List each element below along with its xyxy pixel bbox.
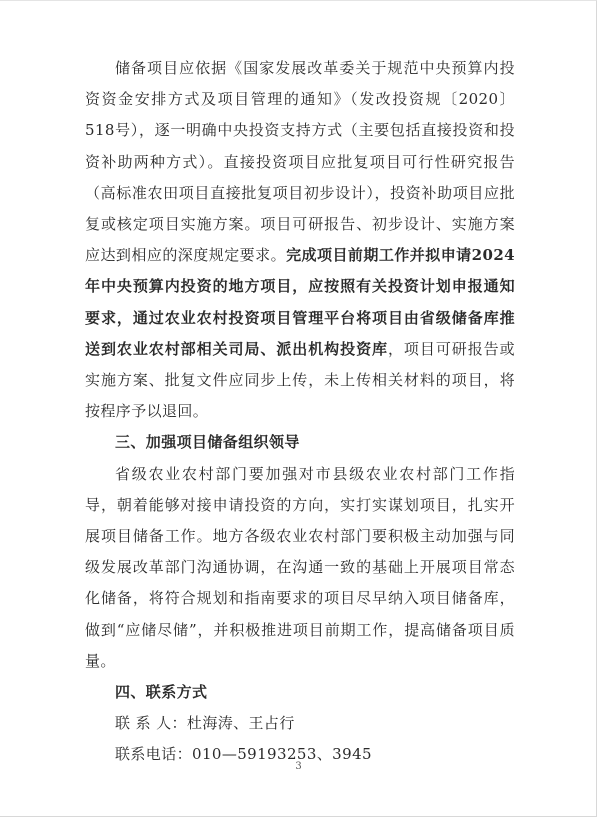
contact-person-line: 联 系 人：杜海涛、王占行 [115, 714, 295, 733]
paragraph-bold-text: 完成项目前期工作并拟申请2024年中央预算内投资的地方项目，应按照有关投资计划申报通知要求，通过农业农村投资项目管理平台将项目由省级储备库推送到农业农村部相关司局、派出机构投资库 [85, 246, 515, 358]
section-4-heading: 四、联系方式 [115, 683, 208, 702]
paragraph-tail-text: ，项目可研报告或实施方案、批复文件应同步上传，未上传相关材料的项目，将按程序予以退回。 [85, 339, 516, 421]
page-number: 3 [295, 761, 302, 772]
contact-phone-line: 联系电话：010—59193253、3945 [115, 745, 372, 764]
paragraph-normal-text: 储备项目应依据《国家发展改革委关于规范中央预算内投资资金安排方式及项目管理的通知》（发改投资规〔2020〕518号），逐一明确中央投资支持方式（主要包括直接投资和投资补助两种方式）。直接投资项目应批复项目可行性研究报告（高标准农田项目直接批复项目初步设计），投资补助项目应批复或核定项目实施方案。项目可研报告、初步设计、实施方案应达到相应的深度规定要求。 [85, 59, 515, 265]
document-body [85, 53, 515, 771]
reserve-requirements-paragraph [85, 53, 515, 427]
section-3-heading: 三、加强项目储备组织领导 [115, 433, 300, 452]
section-3-paragraph: 省级农业农村部门要加强对市县级农业农村部门工作指导，朝着能够对接申请投资的方向，实打实谋划项目，扎实开展项目储备工作。地方各级农业农村部门要积极主动加强与同级发展改革部门沟通协调，在沟通一致的基础上开展项目常态化储备，将符合规划和指南要求的项目尽早纳入项目储备库，做到“应储尽储”，并积极推进项目前期工作，提高储备项目质量。 [85, 464, 515, 670]
